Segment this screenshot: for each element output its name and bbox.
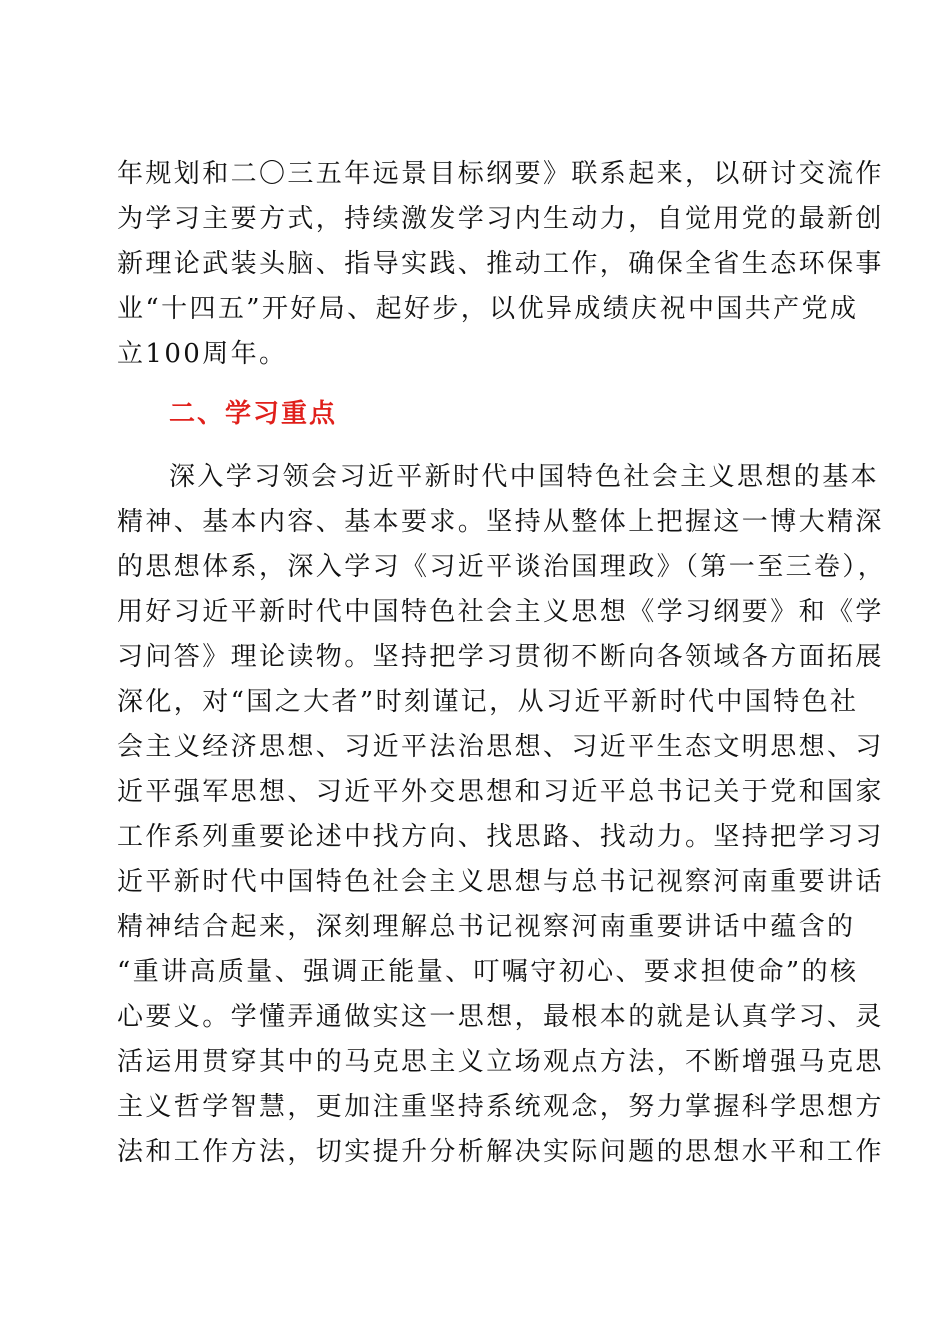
paragraph-line: 新理论武装头脑、指导实践、推动工作，确保全省生态环保事 <box>117 249 884 279</box>
paragraph-line: 的思想体系，深入学习《习近平谈治国理政》（第一至三卷）， <box>117 552 887 582</box>
paragraph-line: 活运用贯穿其中的马克思主义立场观点方法，不断增强马克思 <box>117 1047 884 1077</box>
paragraph-line: 工作系列重要论述中找方向、找思路、找动力。坚持把学习习 <box>117 822 884 852</box>
paragraph-line: 深入学习领会习近平新时代中国特色社会主义思想的基本 <box>169 462 880 492</box>
paragraph-line: 近平强军思想、习近平外交思想和习近平总书记关于党和国家 <box>117 777 884 807</box>
paragraph-line: 用好习近平新时代中国特色社会主义思想《学习纲要》和《学 <box>117 597 884 627</box>
paragraph-line: 法和工作方法，切实提升分析解决实际问题的思想水平和工作 <box>117 1137 884 1167</box>
paragraph-line: 深化，对“国之大者”时刻谨记，从习近平新时代中国特色社 <box>117 687 859 717</box>
paragraph-line: 年规划和二〇三五年远景目标纲要》联系起来，以研讨交流作 <box>117 159 884 189</box>
paragraph-line: “重讲高质量、强调正能量、叮嘱守初心、要求担使命”的核 <box>117 957 859 987</box>
paragraph-line: 精神、基本内容、基本要求。坚持从整体上把握这一博大精深 <box>117 507 884 537</box>
paragraph-line: 为学习主要方式，持续激发学习内生动力，自觉用党的最新创 <box>117 204 884 234</box>
paragraph-line: 近平新时代中国特色社会主义思想与总书记视察河南重要讲话 <box>117 867 884 897</box>
paragraph-line: 业“十四五”开好局、起好步，以优异成绩庆祝中国共产党成 <box>117 294 859 324</box>
paragraph-line: 心要义。学懂弄通做实这一思想，最根本的就是认真学习、灵 <box>117 1002 884 1032</box>
paragraph-line: 主义哲学智慧，更加注重坚持系统观念，努力掌握科学思想方 <box>117 1092 884 1122</box>
paragraph-line: 立100周年。 <box>117 339 288 369</box>
paragraph-line: 习问答》理论读物。坚持把学习贯彻不断向各领域各方面拓展 <box>117 642 884 672</box>
paragraph-line: 精神结合起来，深刻理解总书记视察河南重要讲话中蕴含的 <box>117 912 856 942</box>
section-heading: 二、学习重点 <box>169 399 338 429</box>
paragraph-line: 会主义经济思想、习近平法治思想、习近平生态文明思想、习 <box>117 732 884 762</box>
